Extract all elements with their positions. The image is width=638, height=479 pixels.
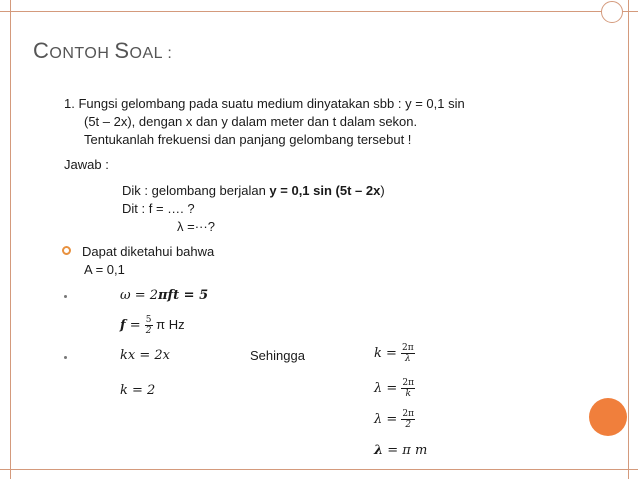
f-equation <box>120 314 185 337</box>
problem-line-3: Tentukanlah frekuensi dan panjang gelombang tersebut ! <box>84 132 412 147</box>
lambda-eq-1 <box>374 377 415 400</box>
decor-circle-top-right <box>601 1 623 23</box>
jawab-label: Jawab : <box>64 157 109 172</box>
problem-line-1: 1. Fungsi gelombang pada suatu medium dinyatakan sbb : y = 0,1 sin <box>64 96 465 111</box>
dik-equation: y = 0,1 sin (5t – 2x <box>269 183 381 198</box>
lambda2-numerator: 2π <box>402 409 415 420</box>
lambda1-numerator: 2π <box>402 378 415 389</box>
lambda3-rhs: = π m <box>383 443 428 458</box>
k2-equation: k = 2 <box>120 383 156 398</box>
dik-prefix: Dik : gelombang berjalan <box>122 183 270 198</box>
k-fraction <box>401 343 415 364</box>
lambda-eq-2 <box>374 408 415 431</box>
a-value: A = 0,1 <box>84 262 125 277</box>
bullet-circle-icon <box>62 246 71 255</box>
dit-line-2: λ =···? <box>177 219 215 234</box>
slide-title <box>33 38 172 64</box>
omega-part-a: ω = 2 <box>120 288 159 303</box>
title-initial-2: S <box>114 38 130 63</box>
frame-left-line <box>10 0 11 479</box>
k-equation <box>374 342 415 365</box>
k-denominator: λ <box>405 354 411 365</box>
lambda2-lhs: λ = <box>374 412 402 427</box>
title-part-2: OAL : <box>129 45 173 62</box>
diketahui-text: Dapat diketahui bahwa <box>82 244 215 259</box>
f-numerator: 5 <box>145 315 152 326</box>
k-lhs: k = <box>374 346 402 361</box>
frame-bottom-line <box>0 469 638 470</box>
bullet-dot-icon <box>64 295 67 298</box>
title-initial: C <box>33 38 50 63</box>
frame-top-line <box>0 11 638 12</box>
decor-circle-orange <box>589 398 627 436</box>
lambda-eq-3 <box>374 442 427 459</box>
lambda1-fraction <box>401 378 415 399</box>
f-fraction <box>145 315 153 336</box>
lambda1-lhs: λ = <box>374 381 402 396</box>
omega-part-b: πft <box>158 288 180 303</box>
f-rhs: π Hz <box>156 317 185 332</box>
dik-close: ) <box>380 183 385 198</box>
sehingga-text: Sehingga <box>250 348 305 363</box>
problem-line-2: (5t – 2x), dengan x dan y dalam meter dan t dalam sekon. <box>84 114 418 129</box>
kx-equation: kx = 2x <box>120 348 170 363</box>
lambda2-fraction <box>401 409 415 430</box>
bullet-dot-icon-2 <box>64 356 67 359</box>
lambda2-denominator: 2 <box>405 420 412 431</box>
lambda1-denominator: k <box>405 389 411 400</box>
f-equals: = <box>125 318 145 333</box>
lambda3-lhs: λ <box>374 443 384 458</box>
dit-line-1: Dit : f = …. ? <box>122 201 195 216</box>
f-lhs: f <box>120 318 126 333</box>
f-denominator: 2 <box>145 326 152 337</box>
frame-right-line <box>628 0 629 479</box>
dik-line <box>122 183 385 199</box>
omega-equation <box>120 287 208 304</box>
k-numerator: 2π <box>402 343 414 354</box>
title-part: ONTOH <box>49 45 115 62</box>
omega-part-c: = 5 <box>179 288 209 303</box>
